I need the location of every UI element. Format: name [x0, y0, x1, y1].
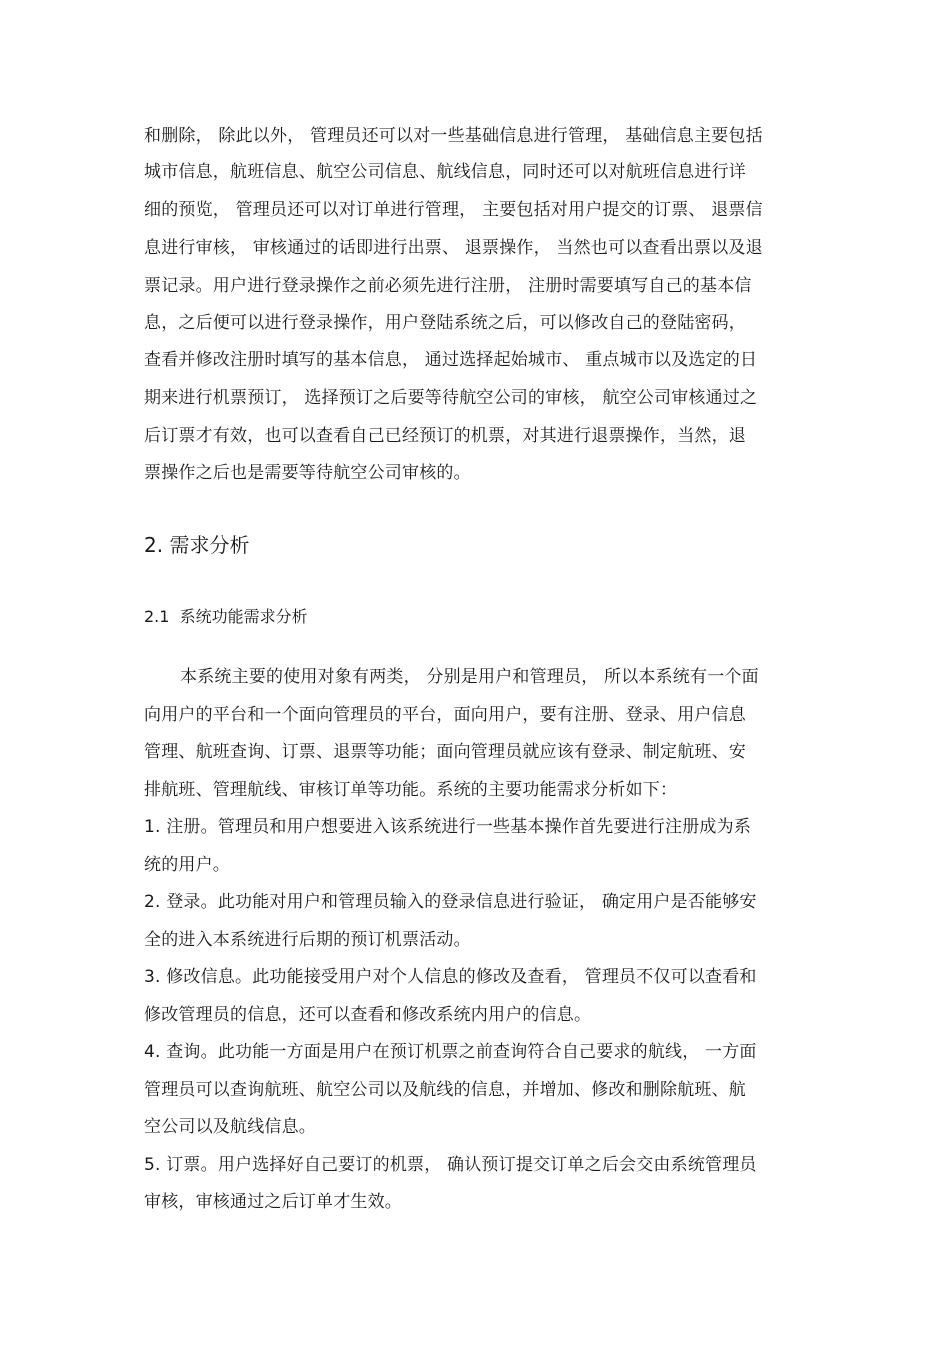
analysis-line: 向用户的平台和一个面向管理员的平台，面向用户，要有注册、登录、用户信息 — [144, 705, 746, 725]
intro-line: 后订票才有效，也可以查看自己已经预订的机票，对其进行退票操作，当然，退 — [144, 426, 746, 446]
analysis-line: 排航班、管理航线、审核订单等功能。系统的主要功能需求分析如下： — [144, 780, 678, 800]
intro-line: 细的预览， 管理员还可以对订单进行管理， 主要包括对用户提交的订票、 退票信 — [144, 200, 763, 220]
analysis-line: 本系统主要的使用对象有两类， 分别是用户和管理员， 所以本系统有一个面 — [180, 667, 759, 687]
requirement-line: 管理员可以查询航班、航空公司以及航线的信息，并增加、修改和删除航班、航 — [144, 1080, 746, 1100]
requirement-line: 空公司以及航线信息。 — [144, 1117, 316, 1137]
requirement-line: 3. 修改信息。此功能接受用户对个人信息的修改及查看， 管理员不仅可以查看和 — [144, 967, 757, 987]
requirement-line: 4. 查询。此功能一方面是用户在预订机票之前查询符合自己要求的航线， 一方面 — [144, 1042, 757, 1062]
intro-line: 息进行审核， 审核通过的话即进行出票、 退票操作， 当然也可以查看出票以及退 — [144, 238, 763, 258]
requirement-line: 1. 注册。管理员和用户想要进入该系统进行一些基本操作首先要进行注册成为系 — [144, 817, 752, 837]
requirement-line: 审核，审核通过之后订单才生效。 — [144, 1192, 402, 1212]
intro-line: 票操作之后也是需要等待航空公司审核的。 — [144, 463, 471, 483]
intro-line: 息，之后便可以进行登录操作，用户登陆系统之后，可以修改自己的登陆密码， — [144, 313, 746, 333]
requirement-line: 修改管理员的信息，还可以查看和修改系统内用户的信息。 — [144, 1005, 592, 1025]
subsection-heading: 2.1 系统功能需求分析 — [144, 607, 308, 626]
intro-line: 城市信息，航班信息、航空公司信息、航线信息，同时还可以对航班信息进行详 — [144, 162, 746, 182]
requirement-line: 5. 订票。用户选择好自己要订的机票， 确认预订提交订单之后会交由系统管理员 — [144, 1155, 757, 1175]
intro-line: 查看并修改注册时填写的基本信息， 通过选择起始城市、 重点城市以及选定的日 — [144, 350, 758, 370]
requirement-line: 统的用户。 — [144, 855, 230, 875]
intro-line: 和删除， 除此以外， 管理员还可以对一些基础信息进行管理， 基础信息主要包括 — [144, 126, 763, 146]
section-heading: 2. 需求分析 — [144, 533, 250, 557]
analysis-line: 管理、航班查询、订票、退票等功能；面向管理员就应该有登录、制定航班、安 — [144, 742, 746, 762]
intro-line: 期来进行机票预订， 选择预订之后要等待航空公司的审核， 航空公司审核通过之 — [144, 388, 758, 408]
requirement-line: 全的进入本系统进行后期的预订机票活动。 — [144, 930, 471, 950]
requirement-line: 2. 登录。此功能对用户和管理员输入的登录信息进行验证， 确定用户是否能够安 — [144, 892, 757, 912]
intro-line: 票记录。用户进行登录操作之前必须先进行注册， 注册时需要填写自己的基本信 — [144, 276, 752, 296]
